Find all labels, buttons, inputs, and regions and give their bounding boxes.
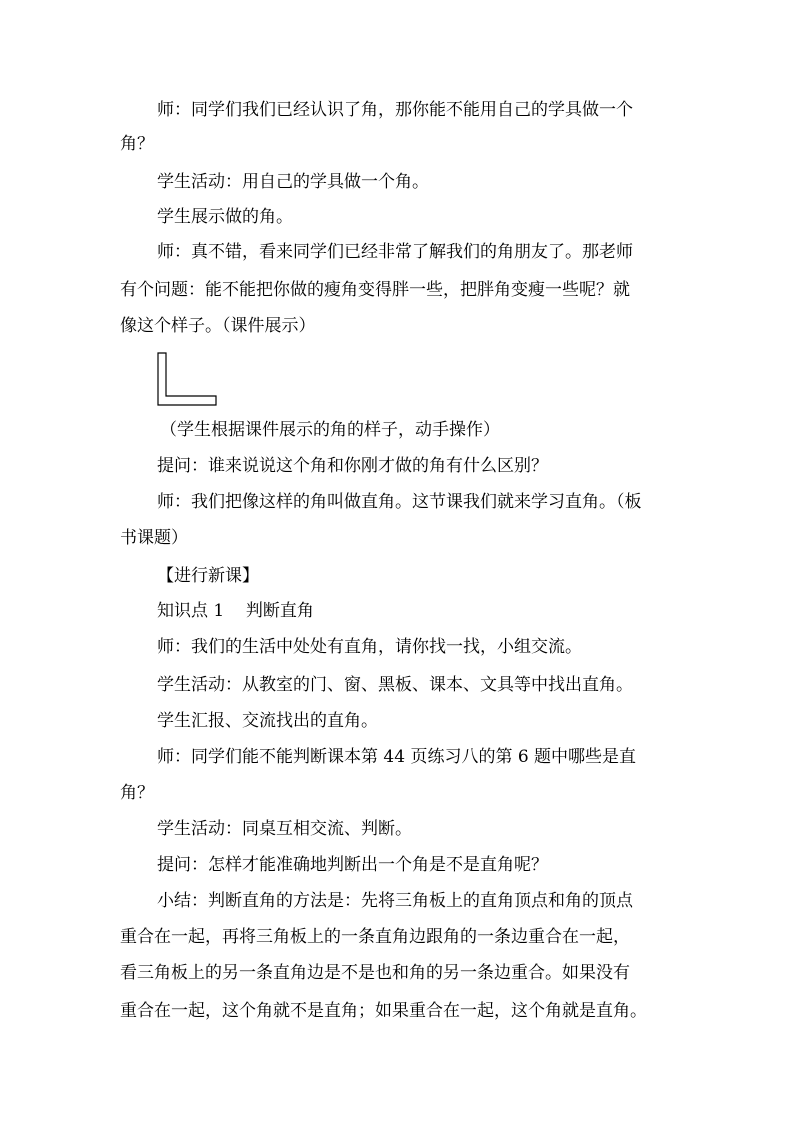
right-angle-figure xyxy=(157,352,217,408)
paragraph-line: 看三角板上的另一条直角边是不是也和角的另一条边重合。如果没有 xyxy=(120,963,630,983)
paragraph-line: 像这个样子。（课件展示） xyxy=(120,316,316,336)
paragraph-line: 师：同学们我们已经认识了角，那你能不能用自己的学具做一个 xyxy=(157,100,633,120)
paragraph-line: 学生展示做的角。 xyxy=(157,207,293,227)
paragraph-line: 学生汇报、交流找出的直角。 xyxy=(157,711,378,731)
paragraph-line: 有个问题：能不能把你做的瘦角变得胖一些，把胖角变瘦一些呢？就 xyxy=(120,280,630,300)
paragraph-line: 师：我们把像这样的角叫做直角。这节课我们就来学习直角。（板 xyxy=(157,492,642,512)
paragraph-line: 师：我们的生活中处处有直角，请你找一找，小组交流。 xyxy=(157,637,582,657)
paragraph-line: （学生根据课件展示的角的样子，动手操作） xyxy=(160,420,500,440)
paragraph-line: 重合在一起，再将三角板上的一条直角边跟角的一条边重合在一起， xyxy=(120,927,630,947)
knowledge-point-heading: 知识点 1 判断直角 xyxy=(157,601,314,621)
section-heading: 【进行新课】 xyxy=(157,566,259,586)
paragraph-line: 提问：怎样才能准确地判断出一个角是不是直角呢？ xyxy=(157,855,548,875)
paragraph-line: 重合在一起，这个角就不是直角；如果重合在一起，这个角就是直角。 xyxy=(120,1001,647,1021)
paragraph-line: 小结：判断直角的方法是：先将三角板上的直角顶点和角的顶点 xyxy=(157,891,633,911)
paragraph-line: 角？ xyxy=(120,783,154,803)
paragraph-line: 书课题） xyxy=(120,528,188,548)
paragraph-line: 学生活动：从教室的门、窗、黑板、课本、文具等中找出直角。 xyxy=(157,675,633,695)
right-angle-shape xyxy=(158,353,216,405)
paragraph-line: 师：同学们能不能判断课本第 44 页练习八的第 6 题中哪些是直 xyxy=(157,747,637,767)
paragraph-line: 学生活动：同桌互相交流、判断。 xyxy=(157,819,412,839)
paragraph-line: 提问：谁来说说这个角和你刚才做的角有什么区别？ xyxy=(157,456,548,476)
paragraph-line: 角？ xyxy=(120,134,154,154)
paragraph-line: 师：真不错，看来同学们已经非常了解我们的角朋友了。那老师 xyxy=(157,242,633,262)
paragraph-line: 学生活动：用自己的学具做一个角。 xyxy=(157,172,429,192)
